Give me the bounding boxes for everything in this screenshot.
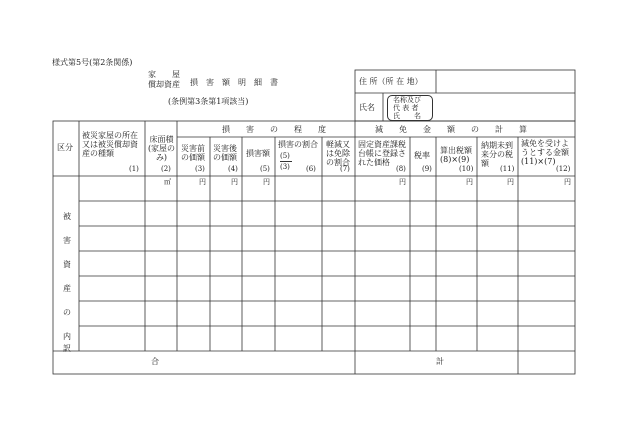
name-label: 氏名	[359, 103, 375, 112]
header-exemption-group: 減 免 金 額 の 計 算	[375, 125, 527, 134]
header-col6: 損害の割合	[278, 140, 318, 149]
side-label-char: 産	[63, 284, 71, 293]
side-label-char: 内	[63, 332, 71, 341]
total-label-left: 合	[151, 357, 159, 366]
header-col6-num: (6)	[306, 165, 316, 173]
header-col4: 災害後の価額	[213, 144, 237, 162]
unit-yen-col11: 円	[507, 178, 514, 186]
document-title: 損 害 額 明 細 書	[190, 78, 278, 87]
total-label-right: 計	[436, 357, 444, 366]
side-label-char: 害	[63, 236, 71, 245]
header-col8: 固定資産課税台帳に登録された価格	[358, 140, 406, 167]
header-col1-num: (1)	[129, 165, 139, 173]
address-field[interactable]	[439, 75, 571, 90]
header-col9-num: (9)	[422, 165, 432, 173]
header-col8-num: (8)	[396, 165, 406, 173]
header-col12-num: (12)	[556, 165, 571, 173]
side-label-char: 被	[63, 212, 71, 221]
address-label: 住 所（所 在 地）	[359, 77, 423, 86]
header-col1: 被災家屋の所在又は被災償却資産の種類	[82, 131, 138, 158]
header-col6-frac-bottom: (3)	[280, 163, 290, 171]
corp-label-1: 名称及び	[393, 96, 421, 104]
title-shokyaku: 償却資産	[148, 80, 180, 89]
side-label-char: の	[63, 308, 71, 317]
form-number: 様式第5号(第2条関係)	[52, 58, 133, 67]
header-col3-num: (3)	[195, 165, 205, 173]
header-col7-num: (7)	[340, 165, 350, 173]
header-col10-num: (10)	[459, 165, 474, 173]
header-col9: 税率	[414, 151, 430, 160]
header-col7: 軽減又は免除の割合	[326, 140, 350, 167]
unit-yen-col5: 円	[263, 178, 270, 186]
unit-yen-col12: 円	[564, 178, 571, 186]
unit-yen-col8: 円	[399, 178, 406, 186]
header-col4-num: (4)	[228, 165, 238, 173]
header-kubun: 区分	[57, 143, 73, 152]
corp-label-2: 代 表 者	[393, 104, 419, 112]
header-col12: 減免を受けようとする金額(11)×(7)	[521, 139, 569, 166]
header-col10: 算出税額(8)×(9)	[440, 146, 472, 164]
unit-sqm: ㎡	[164, 178, 171, 186]
side-label-char: 資	[63, 260, 71, 269]
header-damage-group: 損 害 の 程 度	[222, 125, 326, 134]
unit-yen-col4: 円	[231, 178, 238, 186]
header-col5-num: (5)	[260, 165, 270, 173]
title-kaoku: 家 屋	[148, 70, 180, 79]
name-field[interactable]	[436, 97, 572, 118]
header-col2: 床面積(家屋のみ)	[147, 135, 176, 162]
header-col5: 損害額	[246, 149, 270, 158]
header-col11: 納期未到来分の税額	[481, 141, 513, 168]
side-label-char: 訳	[63, 344, 71, 353]
header-col2-num: (2)	[161, 165, 171, 173]
header-col6-frac-top: (5)	[280, 152, 290, 160]
fraction-bar	[280, 161, 292, 162]
document-subtitle: (条例第3条第1項該当)	[168, 97, 249, 106]
unit-yen-col10: 円	[466, 178, 473, 186]
corp-label-3: 氏 名	[393, 112, 421, 120]
header-col3: 災害前の価額	[181, 144, 205, 162]
header-col11-num: (11)	[500, 165, 515, 173]
unit-yen-col3: 円	[199, 178, 206, 186]
